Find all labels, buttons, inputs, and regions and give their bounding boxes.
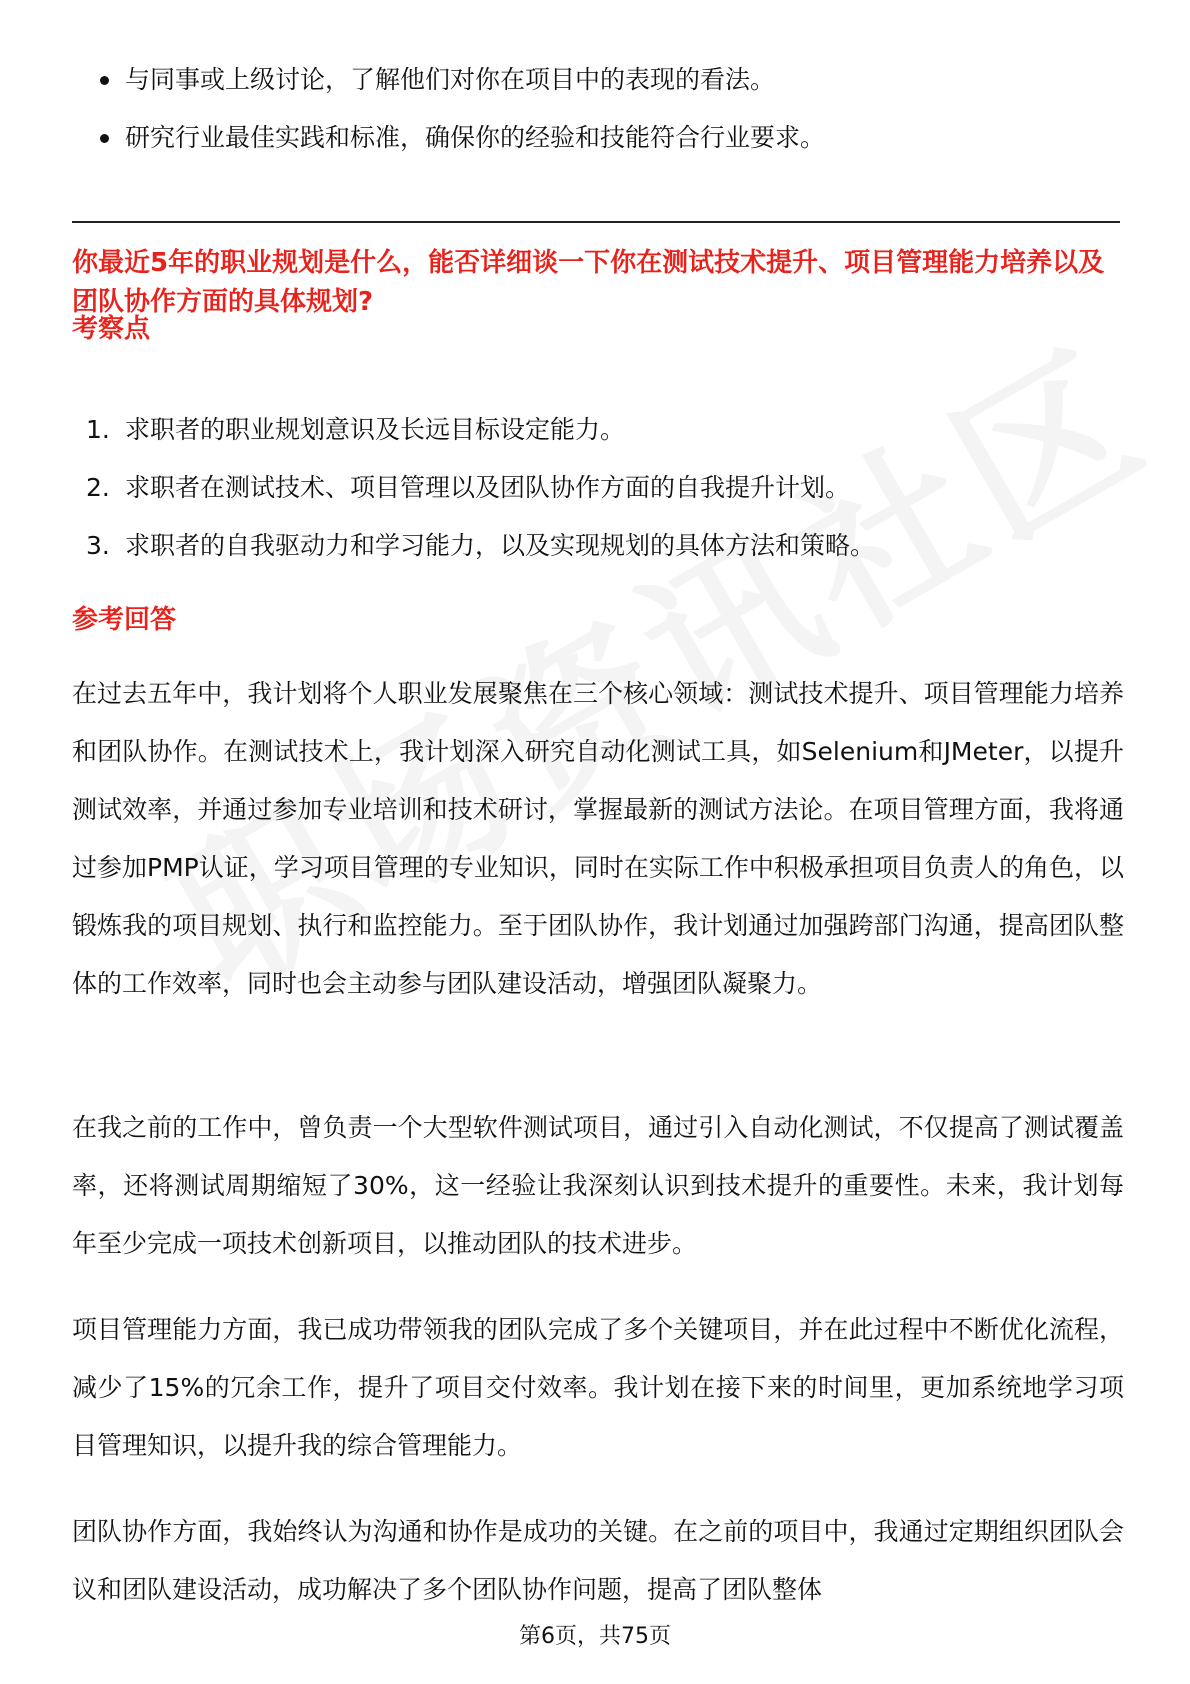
assessment-item bbox=[72, 412, 1132, 448]
page-number: 第6页，共75页 bbox=[519, 1624, 671, 1649]
item-number: 3. bbox=[86, 531, 110, 560]
assessment-list bbox=[72, 412, 1132, 586]
item-text: 求职者在测试技术、项目管理以及团队协作方面的自我提升计划。 bbox=[125, 473, 851, 502]
bullet-dot-icon bbox=[100, 134, 109, 143]
bullet-text: 与同事或上级讨论，了解他们对你在项目中的表现的看法。 bbox=[125, 65, 776, 94]
bullet-text: 研究行业最佳实践和标准，确保你的经验和技能符合行业要求。 bbox=[125, 123, 826, 152]
answer-paragraph: 在过去五年中，我计划将个人职业发展聚焦在三个核心领域：测试技术提升、项目管理能力培养和团队协作。在测试技术上，我计划深入研究自动化测试工具，如Selenium和JMeter，以提升测试效率，并通过参加专业培训和技术研讨，掌握最新的测试方法论。在项目管理方面，我将通过参加PMP认证，学习项目管理的专业知识，同时在实际工作中积极承担项目负责人的角色，以锻炼我的项目规划、执行和监控能力。至于团队协作，我计划通过加强跨部门沟通，提高团队整体的工作效率，同时也会主动参与团队建设活动，增强团队凝聚力。 bbox=[72, 679, 1124, 998]
item-text: 求职者的职业规划意识及长远目标设定能力。 bbox=[125, 415, 626, 444]
bullet-item bbox=[72, 120, 1132, 156]
bullet-dot-icon bbox=[100, 76, 109, 85]
answer-title: 参考回答 bbox=[72, 605, 177, 635]
bullet-list bbox=[72, 62, 1132, 178]
bullet-item bbox=[72, 62, 1132, 98]
item-number: 1. bbox=[86, 415, 110, 444]
item-number: 2. bbox=[86, 473, 110, 502]
assessment-item bbox=[72, 470, 1132, 506]
interview-question: 你最近5年的职业规划是什么，能否详细谈一下你在测试技术提升、项目管理能力培养以及团队协作方面的具体规划? bbox=[72, 248, 1105, 317]
assessment-title: 考察点 bbox=[72, 314, 151, 344]
answer-paragraph: 项目管理能力方面，我已成功带领我的团队完成了多个关键项目，并在此过程中不断优化流程，减少了15%的冗余工作，提升了项目交付效率。我计划在接下来的时间里，更加系统地学习项目管理知识，以提升我的综合管理能力。 bbox=[72, 1315, 1124, 1460]
answer-paragraph: 团队协作方面，我始终认为沟通和协作是成功的关键。在之前的项目中，我通过定期组织团队会议和团队建设活动，成功解决了多个团队协作问题，提高了团队整体 bbox=[72, 1517, 1124, 1604]
answer-paragraph: 在我之前的工作中，曾负责一个大型软件测试项目，通过引入自动化测试，不仅提高了测试覆盖率，还将测试周期缩短了30%，这一经验让我深刻认识到技术提升的重要性。未来，我计划每年至少完成一项技术创新项目，以推动团队的技术进步。 bbox=[72, 1113, 1124, 1258]
assessment-item bbox=[72, 528, 1132, 564]
item-text: 求职者的自我驱动力和学习能力，以及实现规划的具体方法和策略。 bbox=[125, 531, 876, 560]
section-divider bbox=[72, 221, 1120, 223]
